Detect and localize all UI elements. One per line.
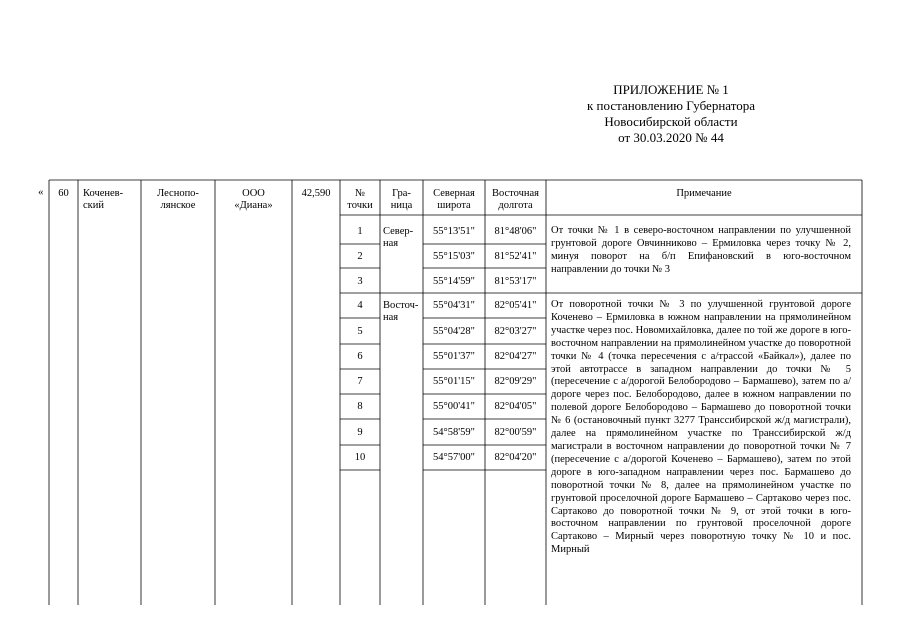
note-header: Примечание bbox=[676, 188, 732, 199]
row-number: 60 bbox=[58, 188, 69, 199]
appendix-subtitle-2: Новосибирской области bbox=[604, 114, 738, 129]
note-east: От поворотной точки № 3 по улучшенной грунтовой дороге Коченево – Ермиловка в южном направлении на прямолинейном участке через пос. Новомихайловка, далее по той же дороге в юго-восточном направлении на прямолинейном участке до поворотной точки № 4 (точка пересечения с а/трассой «Байкал»), далее по этой автотрассе в западном направлении до точки № 5 (пересечение с а/дорогой Белобородово – Бармашево), затем по а/дороге через пос. Белобородово, далее в южном направлении по полевой дороге Белобородово – Бармашево до поворотной точки № 6 (остановочный пункт 3277 Транссибирской ж/д магистрали), далее на прямолинейном участке по Транссибирской ж/д магистрали в восточном направлении до поворотной точки № 7 (пересечение с а/дорогой Коченево – Бармашево), затем по этой дороге в юго-западном направлении через пос. Бармашево до поворотной точки № 8, далее на прямолинейном участке по грунтовой проселочной дороге Бармашево – Сартаково через пос. Сартаково до поворотной точки № 9, от этой точки в юго-восточном направлении по грунтовой проселочной дороге Сартаково – Мирный через поворотную точку № 10 и пос. Мирный bbox=[551, 299, 851, 556]
lon-header: Восточная долгота bbox=[492, 188, 539, 211]
user-cell: ООО «Диана» bbox=[234, 188, 273, 211]
appendix-subtitle-1: к постановлению Губернатора bbox=[586, 98, 756, 113]
border-north: Север- ная bbox=[383, 226, 414, 249]
quote-mark: « bbox=[38, 186, 44, 198]
point-header: № точки bbox=[347, 188, 373, 211]
border-header: Гра- ница bbox=[390, 188, 413, 211]
area-cell: 42,590 bbox=[301, 188, 331, 199]
lat-header: Северная широта bbox=[433, 188, 475, 211]
hunting-ground-cell: Леснопо- лянское bbox=[157, 188, 199, 211]
district-cell: Коченев- ский bbox=[83, 188, 124, 211]
border-east: Восточ- ная bbox=[383, 300, 419, 323]
appendix-date: от 30.03.2020 № 44 bbox=[618, 130, 724, 145]
note-north: От точки № 1 в северо-восточном направлении по улучшенной грунтовой дороге Овчинниково – Ермиловка через точку № 2, минуя поворот на б/п Епифановский в юго-восточном направлении до точки № 3 bbox=[551, 225, 851, 275]
appendix-title: ПРИЛОЖЕНИЕ № 1 bbox=[613, 82, 729, 97]
